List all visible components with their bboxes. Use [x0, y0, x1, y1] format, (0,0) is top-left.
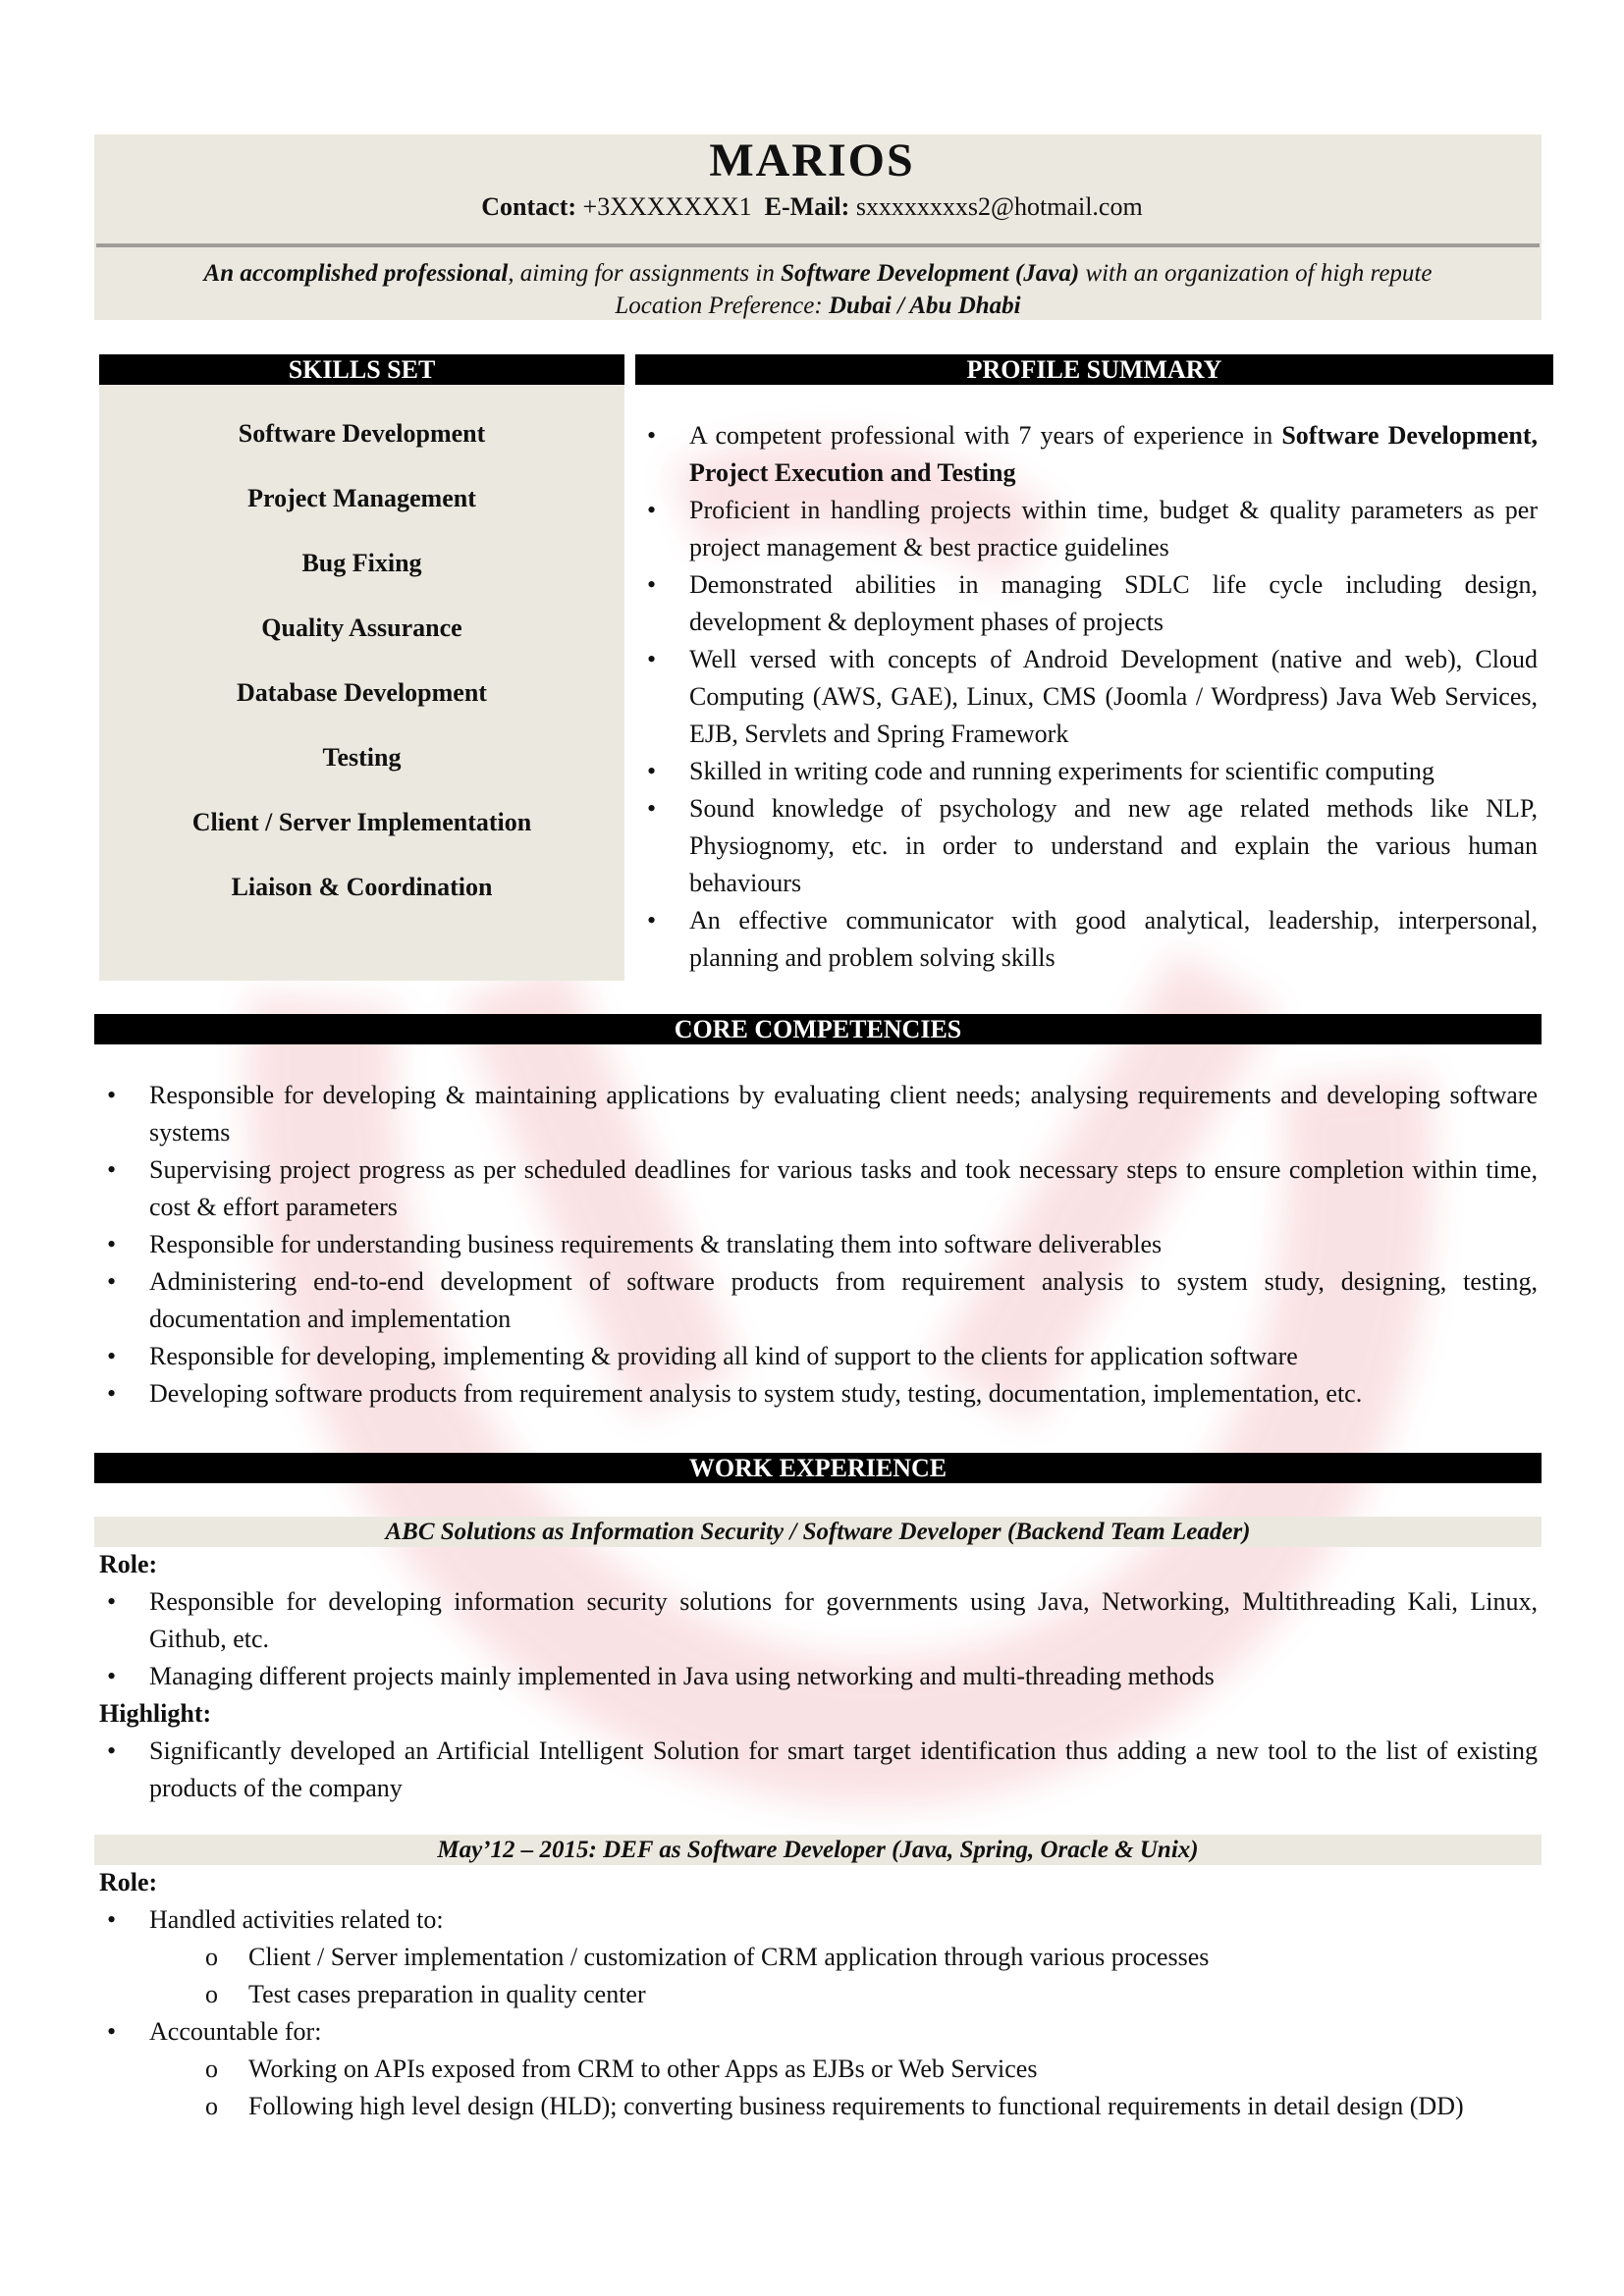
skill-item: Database Development [237, 678, 487, 707]
bullet-icon: • [107, 1081, 117, 1109]
core-heading: CORE COMPETENCIES [94, 1014, 1542, 1044]
profile-list [647, 417, 1538, 977]
item-text: Responsible for developing & maintaining applications by evaluating client needs; analysing requirements and developing software systems [149, 1081, 1538, 1147]
tagline [94, 257, 1542, 322]
tagline-text: with an organization of high repute [1079, 260, 1433, 287]
list-item [205, 1976, 1538, 2013]
skill-item: Project Management [247, 484, 476, 512]
list-item [107, 1338, 1538, 1375]
circle-bullet-icon: o [205, 1980, 218, 2008]
role-label: Role: [99, 1550, 158, 1578]
item-text: Sound knowledge of psychology and new age related methods like NLP, Physiognomy, etc. in order to understand and explain the various human behaviours [689, 794, 1538, 897]
list-item [205, 1939, 1538, 1976]
list-item [107, 1658, 1538, 1695]
item-bold: Software Development, Project Execution and Testing [689, 421, 1538, 487]
list-item [647, 417, 1538, 492]
item-text: Following high level design (HLD); converting business requirements to functional requirements in detail design (DD) [248, 2092, 1464, 2120]
skill-item: Software Development [238, 419, 486, 448]
item-text: Test cases preparation in quality center [248, 1980, 646, 2008]
list-item [107, 2013, 1538, 2051]
header-divider [96, 243, 1540, 247]
bullet-icon: • [647, 757, 657, 785]
list-item [647, 641, 1538, 753]
list-item [205, 2051, 1538, 2088]
skills-panel [99, 385, 624, 981]
item-text: Demonstrated abilities in managing SDLC life cycle including design, development & deployment phases of projects [689, 570, 1538, 636]
item-text: Well versed with concepts of Android Development (native and web), Cloud Computing (AWS, GAE), Linux, CMS (Joomla / Wordpress) Java Web Services, EJB, Servlets and Spring Framework [689, 645, 1538, 748]
skill-item: Bug Fixing [301, 549, 422, 577]
tagline-text: , aiming for assignments in [508, 260, 782, 287]
list-item [107, 1901, 1538, 1939]
tagline-bold: An accomplished professional [203, 260, 509, 287]
list-item [107, 1263, 1538, 1338]
contact-line [0, 192, 1624, 222]
role-label: Role: [99, 1868, 158, 1896]
item-text: Proficient in handling projects within time, budget & quality parameters as per project management & best practice guidelines [689, 496, 1538, 561]
item-text: Accountable for: [149, 2017, 322, 2046]
location-value: Dubai / Abu Dhabi [828, 293, 1021, 319]
list-item [647, 753, 1538, 790]
bullet-icon: • [107, 1379, 117, 1408]
item-text: Managing different projects mainly implemented in Java using networking and multi-threading methods [149, 1662, 1215, 1690]
bullet-icon: • [107, 1230, 117, 1258]
bullet-icon: • [107, 1736, 117, 1765]
bullet-icon: • [647, 421, 657, 450]
list-item [647, 492, 1538, 566]
candidate-name: MARIOS [709, 134, 915, 187]
item-text: An effective communicator with good analytical, leadership, interpersonal, planning and problem solving skills [689, 906, 1538, 972]
item-text: Supervising project progress as per scheduled deadlines for various tasks and took necessary steps to ensure completion within time, cost & effort parameters [149, 1155, 1538, 1221]
skill-item: Client / Server Implementation [191, 808, 532, 836]
bullet-icon: • [107, 1662, 117, 1690]
item-text: Administering end-to-end development of software products from requirement analysis to system study, designing, testing, documentation and implementation [149, 1267, 1538, 1333]
highlight-label: Highlight: [99, 1699, 212, 1728]
profile-heading: PROFILE SUMMARY [635, 354, 1553, 385]
tagline-bold: Software Development (Java) [781, 260, 1080, 287]
bullet-icon: • [647, 496, 657, 524]
list-item [107, 1077, 1538, 1151]
skills-heading: SKILLS SET [99, 354, 624, 385]
core-list [107, 1077, 1538, 1413]
item-text: Responsible for developing, implementing & providing all kind of support to the clients for application software [149, 1342, 1298, 1370]
item-text: Significantly developed an Artificial Intelligent Solution for smart target identification thus adding a new tool to the list of existing products of the company [149, 1736, 1538, 1802]
job1-details [99, 1546, 1538, 1807]
bullet-icon: • [107, 1342, 117, 1370]
list-item [107, 1733, 1538, 1807]
contact-label: Contact: [481, 192, 577, 221]
job2-details [99, 1864, 1538, 2125]
item-text: Developing software products from requirement analysis to system study, testing, documentation, implementation, etc. [149, 1379, 1363, 1408]
list-item [647, 566, 1538, 641]
item-text: A competent professional with 7 years of experience in [689, 421, 1282, 450]
list-item [107, 1583, 1538, 1658]
bullet-icon: • [107, 1267, 117, 1296]
skill-item: Testing [322, 743, 402, 772]
item-text: Responsible for understanding business requirements & translating them into software deliverables [149, 1230, 1163, 1258]
bullet-icon: • [647, 906, 657, 934]
list-item [647, 790, 1538, 902]
item-text: Responsible for developing information security solutions for governments using Java, Networking, Multithreading Kali, Linux, Github, etc. [149, 1587, 1538, 1653]
skill-item: Liaison & Coordination [231, 873, 493, 901]
item-text: Client / Server implementation / customization of CRM application through various processes [248, 1943, 1210, 1971]
circle-bullet-icon: o [205, 2055, 218, 2083]
circle-bullet-icon: o [205, 1943, 218, 1971]
list-item [647, 902, 1538, 977]
list-item [107, 1151, 1538, 1226]
item-text: Handled activities related to: [149, 1905, 444, 1934]
email-value[interactable]: sxxxxxxxxs2@hotmail.com [855, 192, 1143, 221]
location-label: Location Preference: [615, 293, 829, 319]
work-heading: WORK EXPERIENCE [94, 1453, 1542, 1483]
item-text: Working on APIs exposed from CRM to other Apps as EJBs or Web Services [248, 2055, 1038, 2083]
circle-bullet-icon: o [205, 2092, 218, 2120]
contact-value: +3XXXXXXX1 [582, 192, 752, 221]
bullet-icon: • [107, 2017, 117, 2046]
job-heading: ABC Solutions as Information Security / Software Developer (Backend Team Leader) [94, 1517, 1542, 1547]
list-item [205, 2088, 1538, 2125]
bullet-icon: • [647, 645, 657, 673]
list-item [107, 1375, 1538, 1413]
bullet-icon: • [647, 794, 657, 823]
item-text: Skilled in writing code and running experiments for scientific computing [689, 757, 1435, 785]
job-heading: May’12 – 2015: DEF as Software Developer (Java, Spring, Oracle & Unix) [94, 1835, 1542, 1865]
bullet-icon: • [107, 1905, 117, 1934]
bullet-icon: • [647, 570, 657, 599]
email-label: E-Mail: [764, 192, 850, 221]
skill-item: Quality Assurance [261, 614, 462, 642]
bullet-icon: • [107, 1155, 117, 1184]
bullet-icon: • [107, 1587, 117, 1616]
list-item [107, 1226, 1538, 1263]
